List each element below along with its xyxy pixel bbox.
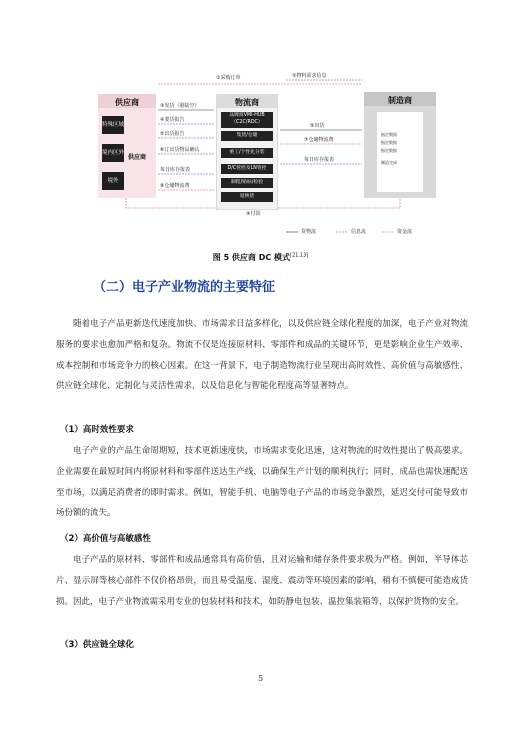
manufacturer-item: 制造完成 <box>381 160 397 165</box>
figure-caption <box>0 252 521 263</box>
flow-label: ⑤出货报告 <box>160 131 185 137</box>
top-order-label: ①采购订单 <box>216 75 241 81</box>
logistics-row: 退换货 <box>221 192 273 202</box>
flow-label: ⑤出货 <box>310 123 325 129</box>
sub-area-overseas: 境外 <box>102 172 124 190</box>
manufacturer-title: 制造商 <box>388 96 412 105</box>
caption-text: 图 5 供应商 DC 模式 <box>212 253 290 262</box>
paragraph-timeliness: 电子产业的产品生命周期短，技术更新速度快，市场需求变化迅速，这对物流的时效性提出了极高要求。企业需要在最短时间内将原材料和零部件送达生产线，以确保生产计划的顺利执行；同时，成品也需快速配送至市场，以满足消费者的即时需求。例如，智能手机、电脑等电子产品的市场竞争激烈，延迟交付可能导致市场份额的流失。 <box>56 446 468 519</box>
legend-info: 信息流 <box>351 229 367 235</box>
page-number: 5 <box>257 674 264 683</box>
flow-label: ③发货（港陆空） <box>160 103 200 109</box>
supplier-title: 供应商 <box>115 98 139 107</box>
flow-label: 每日库存报表 <box>160 167 191 173</box>
sub-area-special: 特殊区域 <box>102 116 124 134</box>
flow-label: ⑥订出货物品确认 <box>160 147 200 153</box>
flow-label: 每日库存报表 <box>304 157 335 163</box>
flow-label: ⑦仓储物流费 <box>304 137 334 143</box>
manufacturer-item: 指定数据 <box>381 132 397 137</box>
logistics-row: 重工/个性化分装 <box>221 148 273 158</box>
logistics-row: 制程/贴标/检验 <box>221 178 273 188</box>
section-title: （二）电子产业物流的主要特征 <box>93 280 276 295</box>
flow-label: ④要货报告 <box>160 117 185 123</box>
flow-label: ⑧仓储物流费 <box>160 183 190 189</box>
top-info-label: ②物料需求信息 <box>292 73 327 79</box>
logistics-row: D/C管控及LN管控 <box>221 164 273 174</box>
payment-label: ⑨付款 <box>246 211 261 217</box>
supplier-dc-diagram <box>96 70 446 250</box>
paragraph-value: 电子产品的原材料、零部件和成品通常具有高价值，且对运输和储存条件要求极为严格。例如，半导体芯片、显示屏等核心部件不仅价格昂贵，而且易受温度、湿度、震动等环境因素的影响，稍有不慎便可能造成货损。因此，电子产业物流需采用专业的包装材料和技术，如防静电包装、温控集装箱等，以保护货物的安全。 <box>56 555 468 607</box>
supplier-inner-label: 供应商 <box>128 154 147 161</box>
subhead-value: （2）高价值与高敏感性 <box>60 534 151 544</box>
caption-ref: [21,13] <box>290 252 309 259</box>
legend-cargo: 货物流 <box>301 229 317 235</box>
legend-money: 资金流 <box>397 229 413 235</box>
sub-area-domestic: 境内区外 <box>102 144 124 162</box>
manufacturer-item: 指定数据 <box>381 140 397 145</box>
logistics-row: 品牌商VMI-HUB（C2C/RDC） <box>221 112 273 128</box>
manufacturer-item: 指定数据 <box>381 148 397 153</box>
logistics-title: 物流商 <box>235 98 259 107</box>
logistics-row: 集货/仓储 <box>221 131 273 141</box>
subhead-timeliness: （1）高时效性要求 <box>60 425 134 435</box>
subhead-global: （3）供应链全球化 <box>60 640 134 650</box>
paragraph-intro: 随着电子产品更新迭代速度加快、市场需求日益多样化，以及供应链全球化程度的加深，电子产业对物流服务的要求也愈加严格和复杂。物流不仅是连接原材料、零部件和成品的关键环节，更是影响企业生产效率、成本控制和市场竞争力的核心因素。在这一背景下，电子制造物流行业呈现出高时效性、高价值与高敏感性、供应链全球化、定制化与灵活性需求，以及信息化与智能化程度高等显著特点。 <box>56 319 468 392</box>
